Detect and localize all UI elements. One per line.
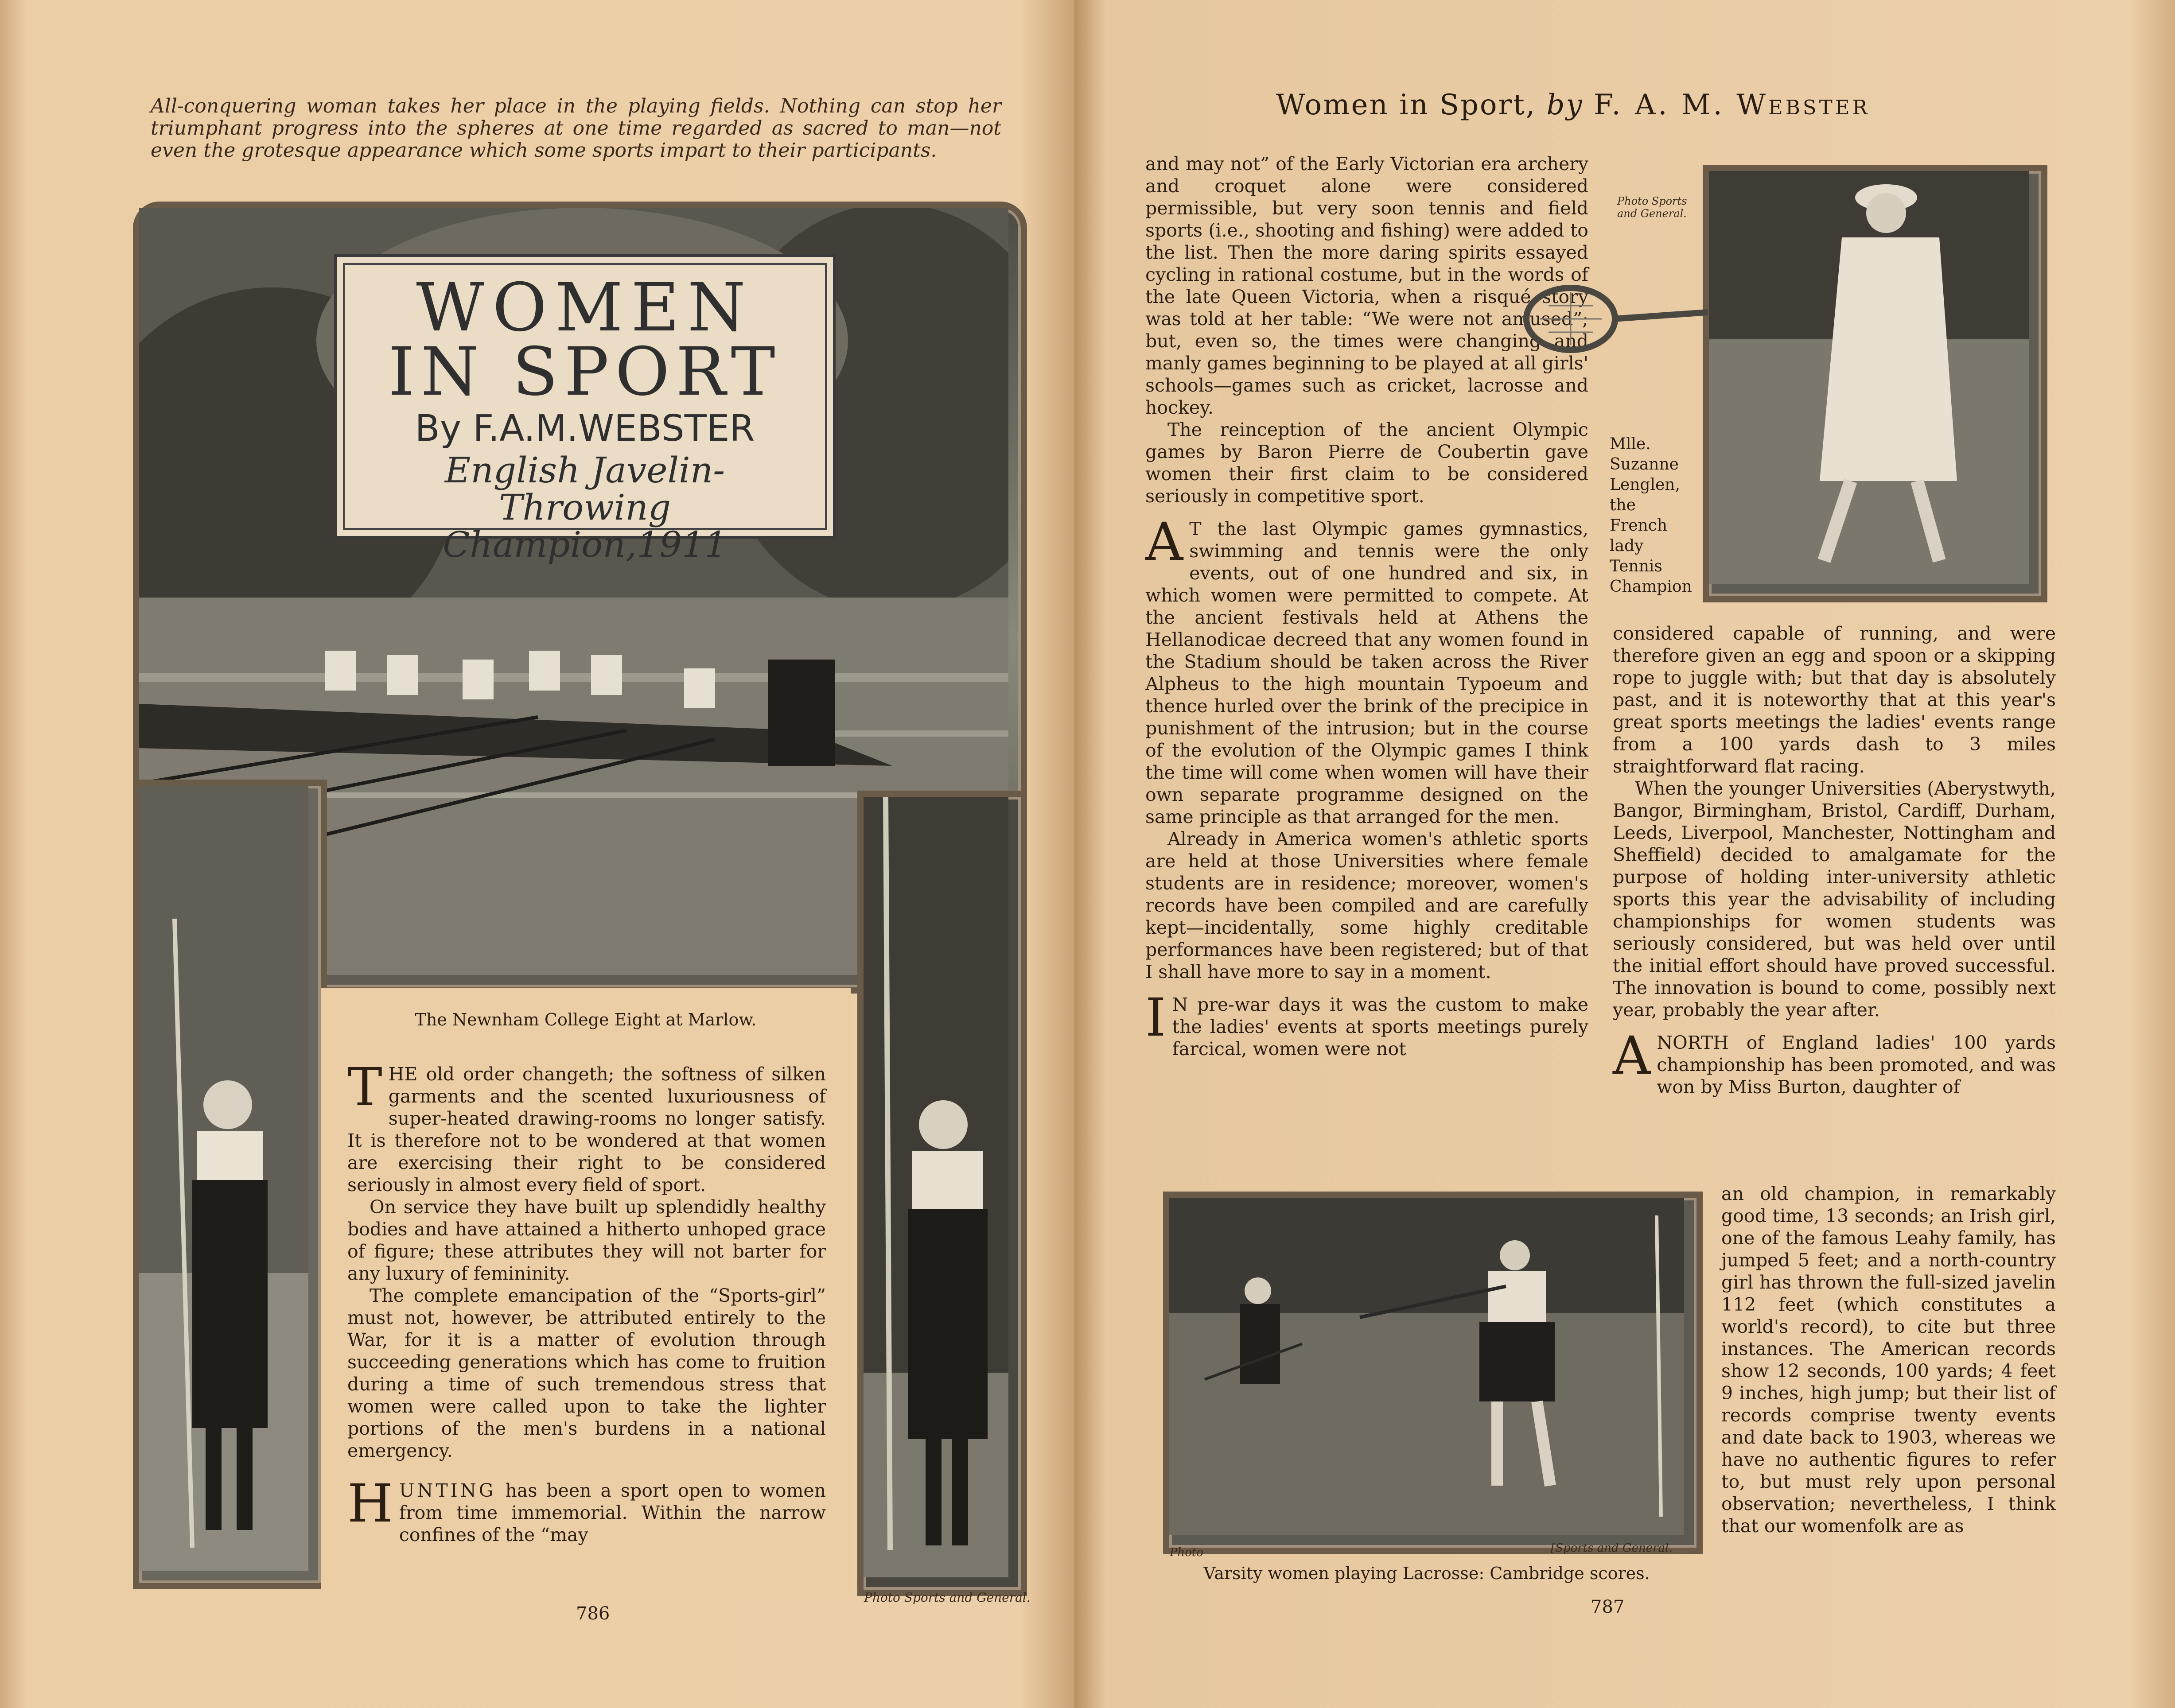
dropcap-a-2: A xyxy=(1613,1025,1651,1086)
r-paragraph-3-text: T the last Olympic games gymnastics, swimming and tennis were the only events, out of one hundred and six, in which women were permitted to compete. At the ancient festivals held at Athens the Hellanodicae decreed that any women found in the Stadium should be taken across the River Alpheus to the high mountain Typoeum and thence hurled over the brink of the precipice in punishment of the intrusion; but in the course of the evolution of the Olympic games I think the time will come when women will have their own separate programme designed on the same principle as that arranged for the men. xyxy=(1145,518,1588,827)
paragraph-2: On service they have built up splendidly healthy bodies and have attained a hitherto unhoped grace of figure; these attributes they will not barter for any luxury of femininity. xyxy=(347,1196,826,1284)
r2-paragraph-2: When the younger Universities (Aberystwyth, Bangor, Birmingham, Bristol, Cardiff, Durham, Leeds, Liverpool, Manchester, Nottingham and Sheffield) decided to amalgamate for the purpose of holding inter-university athletic sports this year the advisability of including championships for women students was seriously considered, but was held over until the initial effort should have proved successful. The innovation is bound to come, possibly next year, probably the year after. xyxy=(1613,778,2056,1021)
right-page-number: 787 xyxy=(1591,1597,1625,1617)
paragraph-4-text: has been a sport open to women from time immemorial. Within the narrow confines of the “may xyxy=(399,1480,826,1545)
rowing-caption: The Newnham College Eight at Marlow. xyxy=(415,1010,757,1029)
title-box xyxy=(334,254,836,565)
tennis-scene xyxy=(1709,171,2029,584)
intro-text: All-conquering woman takes her place in the playing fields. Nothing can stop her triumphant progress into the spheres at one time regarded as sacred to man—not even the grotesque appearance which some sports impart to their participants. xyxy=(151,95,1001,162)
left-photo-credit: Photo Sports and General. xyxy=(864,1590,1031,1605)
right-column-2-lower xyxy=(1721,1183,2056,1537)
dropcap-i: I xyxy=(1145,987,1166,1048)
lacrosse-caption: Varsity women playing Lacrosse: Cambridge scores. xyxy=(1203,1564,1650,1583)
header-title: Women in Sport, xyxy=(1276,89,1537,121)
paragraph-4 xyxy=(347,1473,826,1546)
title-byline: By F.A.M.WEBSTER xyxy=(415,408,755,450)
left-text-panel xyxy=(321,988,851,1599)
dropcap-a-1: A xyxy=(1145,511,1183,572)
title-subtitle-1: English Javelin- xyxy=(444,450,725,491)
lacrosse-scene xyxy=(1169,1198,1684,1535)
left-page-number: 786 xyxy=(576,1603,610,1624)
running-header xyxy=(1276,89,1941,121)
left-page xyxy=(0,0,1074,1708)
right-page xyxy=(1074,0,2175,1708)
lacrosse-photo xyxy=(1163,1192,1703,1554)
javelin-woman-photo-right xyxy=(857,791,1027,1596)
hunting-lead: UNTING xyxy=(399,1480,496,1501)
right-column-2 xyxy=(1613,622,2056,1098)
dropcap-h: H xyxy=(347,1473,393,1534)
r2-paragraph-3b: an old champion, in remarkably good time, 13 seconds; an Irish girl, one of the famous Leahy family, has jumped 5 feet; and a north-country girl has thrown the full-sized javelin 112 feet (which constitutes a world's record), to cite but three instances. The American records show 12 seconds, 100 yards; 4 feet 9 inches, high jump; but their list of records comprise twenty events and date back to 1903, whereas we have no authentic figures to refer to, but must rely upon personal observation; nevertheless, I think that our womenfolk are as xyxy=(1721,1183,2056,1537)
title-women: WOMEN xyxy=(416,269,754,346)
r2-paragraph-3a xyxy=(1613,1025,2056,1098)
portrait-right-scene xyxy=(864,797,1008,1577)
tennis-racket-icon xyxy=(1522,277,1708,365)
r-paragraph-5-text: N pre-war days it was the custom to make the ladies' events at sports meetings purely farcical, women were not xyxy=(1172,994,1588,1060)
tennis-caption: Mlle. Suzanne Lenglen, the French lady Tennis Champion xyxy=(1610,435,1692,596)
title-subtitle-2: Throwing Champion,1911 xyxy=(443,487,727,565)
paragraph-3: The complete emancipation of the “Sports-girl” must not, however, be attributed entirely to the War, for it is a matter of evolution through succeeding generations which has come to fruition during a time of such tremendous stress that women were called upon to take the lighter portions of the men's burdens in a national emergency. xyxy=(347,1285,826,1461)
tennis-credit: Photo Sports and General. xyxy=(1617,195,1687,220)
lacrosse-credit-left: Photo xyxy=(1170,1546,1203,1559)
header-by: by xyxy=(1546,89,1584,121)
left-column xyxy=(347,1056,826,1546)
r-paragraph-3 xyxy=(1145,511,1588,828)
javelin-woman-photo-left xyxy=(133,780,327,1589)
portrait-left-scene xyxy=(139,786,308,1571)
paragraph-1 xyxy=(347,1056,826,1196)
r2-paragraph-3a-text: NORTH of England ladies' 100 yards championship has been promoted, and was won by Miss Burton, daughter of xyxy=(1657,1032,2056,1098)
title-in-sport: IN SPORT xyxy=(388,334,782,411)
r2-paragraph-1: considered capable of running, and were therefore given an egg and spoon or a skipping rope to juggle with; but that day is absolutely past, and it is noteworthy that at this year's great sports meetings the ladies' events range from a 100 yards dash to 3 miles straightforward flat racing. xyxy=(1613,623,2056,777)
tennis-photo xyxy=(1703,165,2047,602)
r-paragraph-5 xyxy=(1145,987,1588,1060)
r-paragraph-2: The reinception of the ancient Olympic games by Baron Pierre de Coubertin gave women their first claim to be considered seriously in competitive sport. xyxy=(1145,419,1588,507)
lacrosse-credit-right: [Sports and General. xyxy=(1551,1541,1673,1555)
paragraph-1-text: HE old order changeth; the softness of silken garments and the scented luxuriousness of super-heated drawing-rooms no longer satisfy. It is therefore not to be wondered at that women are exercising their right to be considered seriously in almost every field of sport. xyxy=(347,1064,826,1196)
r-paragraph-1: and may not” of the Early Victorian era archery and croquet alone were considered permissible, but very soon tennis and field sports (i.e., shooting and fishing) were added to the list. Then the more daring spirits essayed cycling in rational costume, but in the words of the late Queen Victoria, when a risqué story was told at her table: “We were not amused”; but, even so, the times were changing and manly games beginning to be played at all girls' schools—games such as cricket, lacrosse and hockey. xyxy=(1145,153,1588,418)
r-paragraph-4: Already in America women's athletic sports are held at those Universities where female students are in residence; moreover, women's records have been compiled and are carefully kept—incidentally, some highly creditable performances have been registered; but of that I shall have more to say in a moment. xyxy=(1145,828,1588,982)
header-author: F. A. M. Webster xyxy=(1593,89,1870,121)
dropcap-t: T xyxy=(347,1056,382,1118)
